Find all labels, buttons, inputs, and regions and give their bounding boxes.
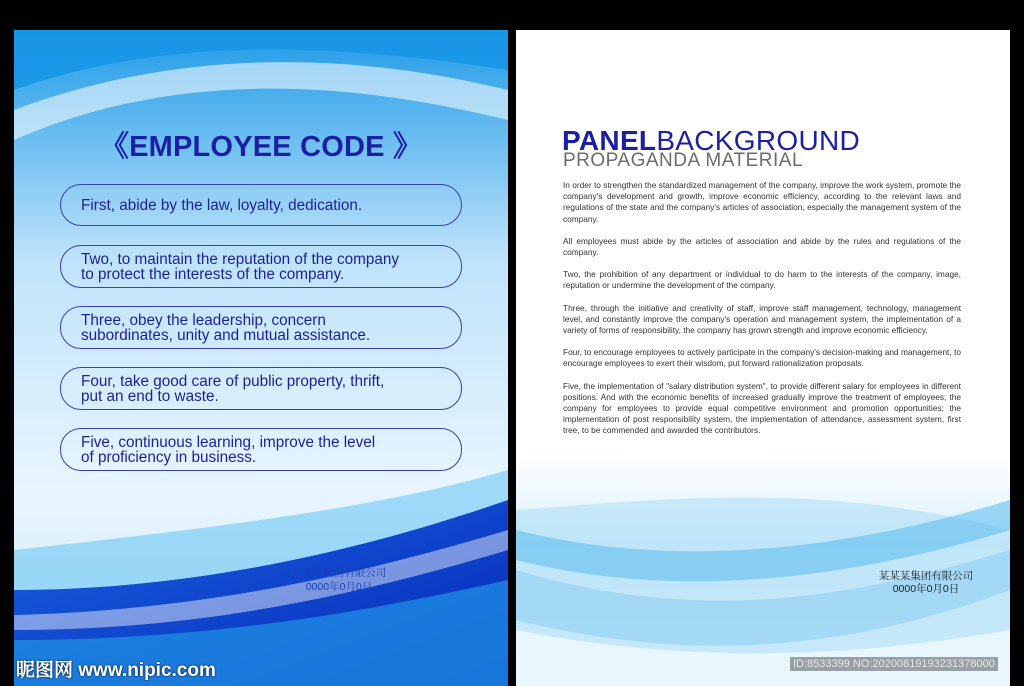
title-bold-part: PANEL bbox=[562, 125, 657, 156]
left-panel bbox=[14, 30, 508, 686]
title-rest-part: BACKGROUND bbox=[656, 125, 861, 156]
rule-text-1: First, abide by the law, loyalty, dedication. bbox=[81, 196, 363, 214]
employee-code-title: 《EMPLOYEE CODE 》 bbox=[99, 131, 423, 163]
rule-box-2 bbox=[60, 245, 462, 288]
left-date: 0000年0月0日 bbox=[305, 581, 373, 593]
rule-text-2: Two, to maintain the reputation of the company to protect the interests of the company. bbox=[81, 250, 400, 283]
rule-box-3 bbox=[60, 306, 462, 349]
right-panel bbox=[516, 30, 1010, 686]
paragraph-1: In order to strengthen the standardized management of the company, improve the work system, promote the company's development and growth, improve economic efficiency, according to the relevant laws and regulations of the state and the company's articles of association, especially the management system of the company. bbox=[563, 180, 961, 224]
rule-box-4 bbox=[60, 367, 462, 410]
right-date: 0000年0月0日 bbox=[892, 583, 960, 595]
rule-text-5: Five, continuous learning, improve the level of proficiency in business. bbox=[81, 433, 376, 466]
rule-box-5 bbox=[60, 428, 462, 471]
nipic-watermark: 昵图网 www.nipic.com bbox=[16, 660, 216, 681]
propaganda-subtitle: PROPAGANDA MATERIAL bbox=[563, 150, 804, 171]
left-company-name: 某某某集团有限公司 bbox=[291, 567, 387, 579]
paragraph-3: Two, the prohibition of any department or individual to do harm to the interests of the company, image, reputation or undermine the development of the company. bbox=[563, 269, 961, 291]
paragraph-6: Five, the implementation of "salary distribution system", to provide different salary for employees in different positions. And with the economic benefits of increased gradually improve the treatment of employees; the company for employees to provide equal competitive environment and promotion opportunities; the implementation of post responsibility system, the implementation of attendance, assessment system, first tree, to be commended and awarded the contributors. bbox=[563, 380, 961, 436]
rule-text-4: Four, take good care of public property, thrift, put an end to waste. bbox=[81, 372, 385, 405]
rule-text-3: Three, obey the leadership, concern subordinates, unity and mutual assistance. bbox=[81, 311, 371, 344]
paragraph-4: Three, through the initiative and creativity of staff, improve staff management, technology, management level, and constantly improve the company's operation and management system, the implementation of a variety of forms of responsibility, the company has grown strength and improve economic efficiency. bbox=[563, 302, 961, 336]
paragraph-5: Four, to encourage employees to actively participate in the company's decision-making and management, to encourage employees to exert their wisdom, put forward rationalization proposals. bbox=[563, 347, 961, 369]
image-id-watermark: ID:8533399 NO:20200819193231378000 bbox=[790, 657, 998, 671]
paragraph-2: All employees must abide by the articles of association and abide by the rules and regulations of the company. bbox=[563, 235, 961, 258]
rule-box-1 bbox=[60, 184, 462, 226]
right-company-name: 某某某集团有限公司 bbox=[878, 570, 974, 582]
body-text bbox=[563, 180, 961, 448]
